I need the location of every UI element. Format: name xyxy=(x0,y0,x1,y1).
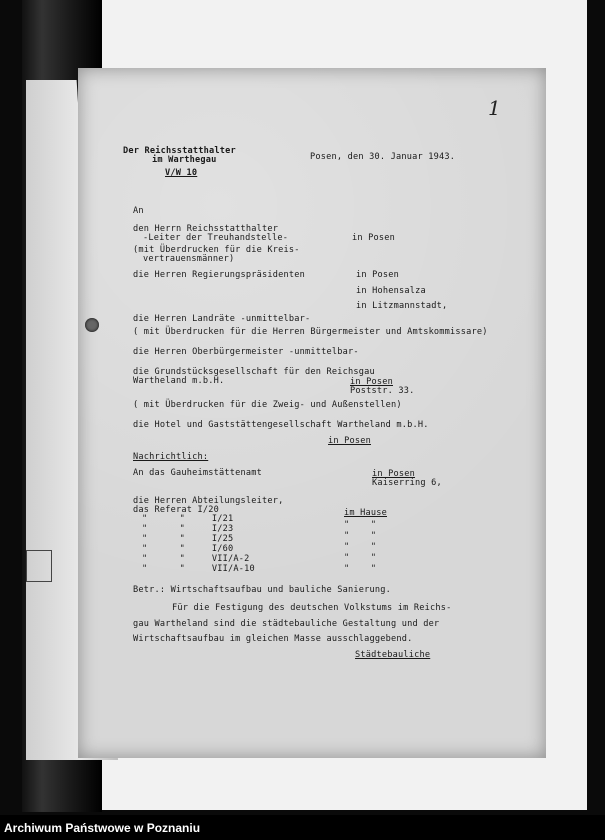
document-line: -Leiter der Treuhandstelle- xyxy=(143,233,289,243)
document-line: " " I/60 xyxy=(142,544,234,554)
document-line: Wirtschaftsaufbau im gleichen Masse ausschlaggebend. xyxy=(133,634,413,644)
document-line: in Litzmannstadt, xyxy=(356,301,448,311)
document-line: " " xyxy=(344,520,377,530)
document-line: " " I/25 xyxy=(142,534,234,544)
document-line: in Posen xyxy=(350,377,393,387)
document-line: " " I/21 xyxy=(142,514,234,524)
document-line: (mit Überdrucken für die Kreis- xyxy=(133,245,300,255)
document-line: in Hohensalza xyxy=(356,286,426,296)
document-line: die Herren Oberbürgermeister -unmittelbar- xyxy=(133,347,359,357)
footer-bar xyxy=(0,815,605,840)
document-line: An xyxy=(133,206,144,216)
document-line: V/W 10 xyxy=(165,168,198,178)
page-number: 1 xyxy=(488,96,501,120)
archive-stamp xyxy=(26,550,52,582)
document-line: An das Gauheimstättenamt xyxy=(133,468,262,478)
document-line: in Posen xyxy=(356,270,399,280)
document-line: die Hotel und Gaststättengesellschaft Wartheland m.b.H. xyxy=(133,420,429,430)
document-line: " " xyxy=(344,531,377,541)
document-line: " " xyxy=(344,553,377,563)
document-line: ( mit Überdrucken für die Zweig- und Außenstellen) xyxy=(133,400,402,410)
document-line: vertrauensmänner) xyxy=(143,254,235,264)
document-line: " " I/23 xyxy=(142,524,234,534)
document-line: im Warthegau xyxy=(152,155,217,165)
document-line: ( mit Überdrucken für die Herren Bürgermeister und Amtskommissare) xyxy=(133,327,488,337)
document-line: Betr.: Wirtschaftsaufbau und bauliche Sanierung. xyxy=(133,585,391,595)
document-line: Der Reichsstatthalter xyxy=(123,146,236,156)
document-line: den Herrn Reichsstatthalter xyxy=(133,224,279,234)
document-line: in Posen xyxy=(352,233,395,243)
document-line: die Grundstücksgesellschaft für den Reichsgau xyxy=(133,367,375,377)
document-line: das Referat I/20 xyxy=(133,505,219,515)
document-line: " " VII/A-2 xyxy=(142,554,250,564)
document-line: die Herren Regierungspräsidenten xyxy=(133,270,305,280)
document-line: in Posen xyxy=(328,436,371,446)
archive-caption: Archiwum Państwowe w Poznaniu xyxy=(4,821,201,835)
document-line: gau Wartheland sind die städtebauliche Gestaltung und der xyxy=(133,619,440,629)
document-line: die Herren Abteilungsleiter, xyxy=(133,496,284,506)
document-line: die Herren Landräte -unmittelbar- xyxy=(133,314,311,324)
document-line: Für die Festigung des deutschen Volkstums im Reichs- xyxy=(172,603,452,613)
document-line: Posen, den 30. Januar 1943. xyxy=(310,152,456,162)
document-line: im Hause xyxy=(344,508,387,518)
document-line: Städtebauliche xyxy=(355,650,431,660)
document-line: " " xyxy=(344,564,377,574)
document-line: " " VII/A-10 xyxy=(142,564,255,574)
document-line: Nachrichtlich: xyxy=(133,452,209,462)
punch-hole xyxy=(85,318,99,332)
document-line: Poststr. 33. xyxy=(350,386,415,396)
document-line: Wartheland m.b.H. xyxy=(133,376,225,386)
document-line: " " xyxy=(344,542,377,552)
document-line: Kaiserring 6, xyxy=(372,478,442,488)
document-page xyxy=(78,68,546,758)
document-line: in Posen xyxy=(372,469,415,479)
